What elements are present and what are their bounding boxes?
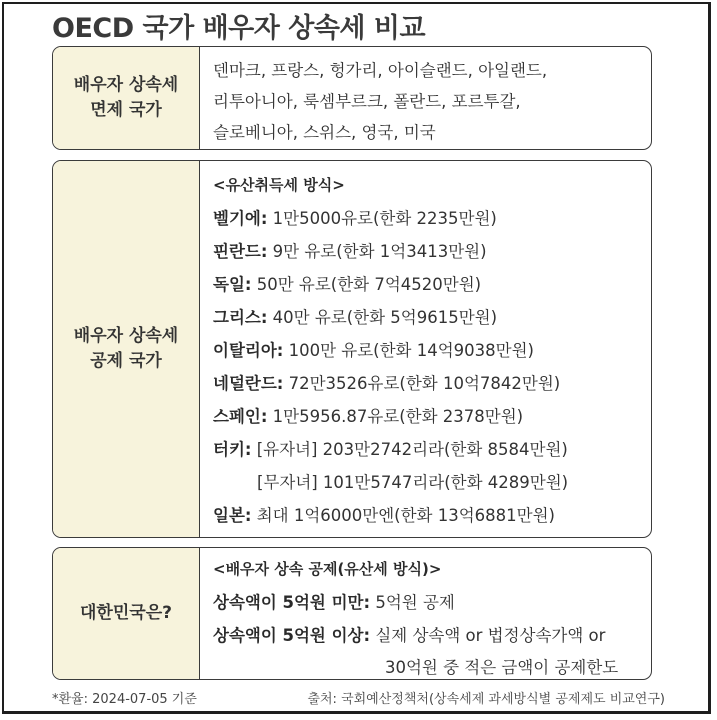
exempt-line: 덴마크, 프랑스, 헝가리, 아이슬랜드, 아일랜드,	[213, 61, 548, 80]
deduction-item	[213, 502, 555, 526]
deduction-item	[213, 238, 487, 262]
korea-content	[213, 548, 647, 679]
deduction-country: 터키:	[213, 440, 252, 459]
korea-item-continuation: 30억원 중 적은 금액이 공제한도	[385, 658, 619, 677]
deduction-detail: 9만 유로(한화 1억3413만원)	[267, 242, 487, 261]
deduction-country: 핀란드:	[213, 242, 268, 261]
deduction-detail: 50만 유로(한화 7억4520만원)	[251, 275, 482, 294]
exempt-content	[213, 47, 647, 149]
deduction-item	[257, 469, 568, 493]
deduction-detail: [유자녀] 203만2742리라(한화 8584만원)	[251, 440, 568, 459]
exempt-label-cell	[53, 47, 200, 149]
deduction-item	[213, 337, 534, 361]
exempt-line: 슬로베니아, 스위스, 영국, 미국	[213, 123, 436, 142]
deduction-country: 독일:	[213, 275, 252, 294]
deduction-country: 그리스:	[213, 308, 268, 327]
exempt-countries-panel	[52, 46, 652, 150]
deduction-detail: 최대 1억6000만엔(한화 13억6881만원)	[251, 506, 555, 525]
deduction-detail: 100만 유로(한화 14억9038만원)	[283, 341, 534, 360]
source-note: 출처: 국회예산정책처(상속세제 과세방식별 공제제도 비교연구)	[307, 692, 665, 707]
korea-label: 대한민국은?	[80, 603, 172, 624]
exempt-line: 리투아니아, 룩셈부르크, 폴란드, 포르투갈,	[213, 92, 521, 111]
exchange-rate-note: *환율: 2024-07-05 기준	[52, 692, 197, 707]
deduction-detail: 1만5000유로(한화 2235만원)	[267, 209, 497, 228]
korea-detail: 실제 상속액 or 법정상속가액 or	[370, 626, 606, 645]
korea-term: 상속액이 5억원 미만:	[213, 593, 371, 612]
deduction-label-line2: 공제 국가	[90, 351, 162, 371]
korea-subheading: <배우자 상속 공제(유산세 방식)>	[213, 560, 442, 578]
korea-detail: 5억원 공제	[370, 593, 455, 612]
deduction-content	[213, 161, 647, 537]
deduction-item	[213, 205, 497, 229]
deduction-detail: 1만5956.87유로(한화 2378만원)	[267, 407, 524, 426]
deduction-label-cell	[53, 161, 200, 537]
page-title: OECD 국가 배우자 상속세 비교	[52, 13, 426, 44]
deduction-detail: 40만 유로(한화 5억9615만원)	[267, 308, 498, 327]
exempt-label-line2: 면제 국가	[90, 100, 162, 120]
deduction-country: 스페인:	[213, 407, 268, 426]
deduction-countries-panel	[52, 160, 652, 538]
deduction-country: 일본:	[213, 506, 252, 525]
deduction-item	[213, 403, 523, 427]
deduction-item	[213, 271, 481, 295]
deduction-detail: [무자녀] 101만5747리라(한화 4289만원)	[257, 473, 569, 492]
korea-term: 상속액이 5억원 이상:	[213, 626, 371, 645]
korea-item	[213, 622, 605, 646]
deduction-country: 이탈리아:	[213, 341, 284, 360]
deduction-item	[213, 304, 497, 328]
deduction-detail: 72만3526유로(한화 10억7842만원)	[283, 374, 561, 393]
korea-item	[213, 589, 455, 613]
deduction-item	[213, 370, 560, 394]
deduction-item	[213, 436, 568, 460]
deduction-country: 네덜란드:	[213, 374, 284, 393]
deduction-subheading: <유산취득세 방식>	[213, 176, 345, 194]
exempt-label-line1: 배우자 상속세	[73, 75, 179, 96]
deduction-country: 벨기에:	[213, 209, 268, 228]
korea-panel	[52, 547, 652, 680]
deduction-label-line1: 배우자 상속세	[73, 326, 179, 347]
korea-label-cell	[53, 548, 200, 679]
